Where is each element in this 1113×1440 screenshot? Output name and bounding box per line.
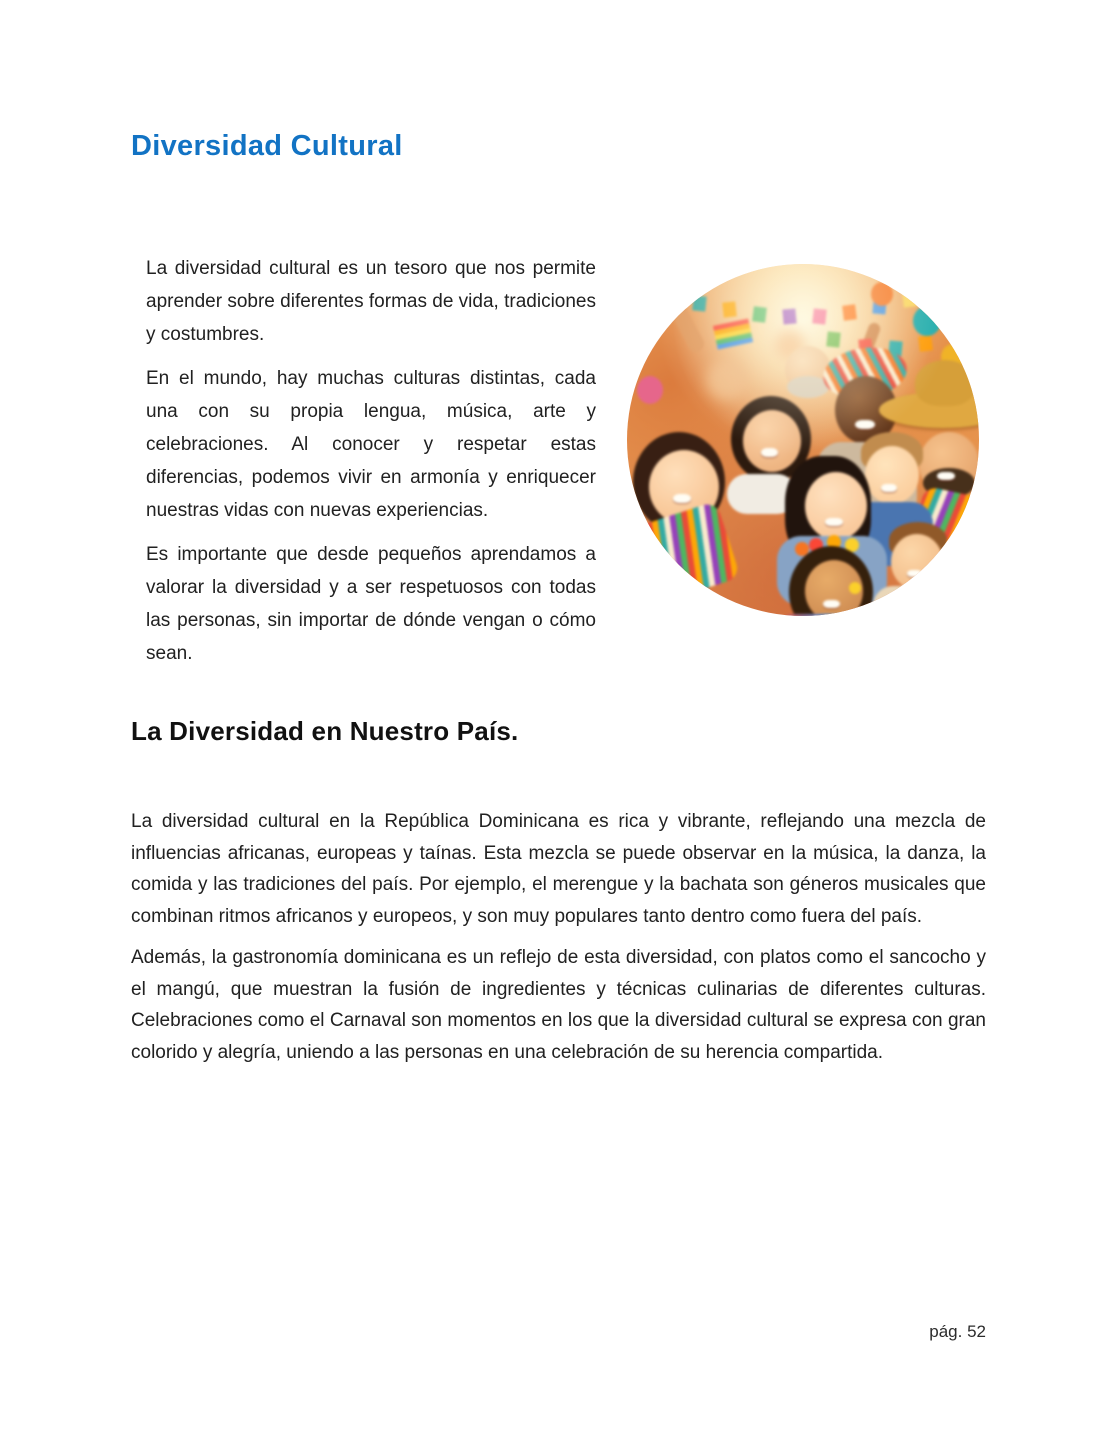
photo-bunting-flag: [918, 335, 933, 351]
photo-bunting-flag: [782, 308, 796, 324]
photo-person-smile: [673, 494, 691, 503]
photo-crowd-blob: [707, 360, 747, 400]
photo-person-dress: [777, 614, 877, 616]
photo-person-smile: [881, 484, 897, 492]
section-heading: La Diversidad en Nuestro País.: [131, 716, 519, 746]
photo-person-face: [865, 446, 919, 504]
photo-person-smile: [855, 420, 875, 429]
photo-bunting-flag: [932, 283, 947, 300]
photo-person-smile: [907, 570, 922, 577]
photo-bunting-flag: [842, 304, 857, 320]
photo-balloon: [637, 376, 663, 404]
photo-person-smile: [823, 600, 840, 608]
celebration-photo: [627, 264, 979, 616]
section-text: [131, 806, 986, 1078]
page-title: Diversidad Cultural: [131, 130, 403, 162]
photo-person-smile: [761, 448, 778, 457]
photo-person-smile: [825, 518, 843, 526]
photo-bunting-flag: [812, 308, 826, 324]
photo-bunting-flag: [722, 301, 736, 317]
photo-person-face: [805, 472, 867, 540]
photo-balloon: [913, 306, 941, 336]
photo-artwork: [627, 264, 979, 616]
intro-text-column: [146, 252, 596, 681]
intro-paragraph-3: Es importante que desde pequeños aprendamos a valorar la diversidad y a ser respetuosos con todas las personas, sin importar de dónde vengan o cómo sean.: [146, 544, 596, 664]
photo-person-face: [891, 534, 943, 590]
section-paragraph-2: Además, la gastronomía dominicana es un reflejo de esta diversidad, con platos como el sancocho y el mangú, que muestran la fusión de ingredientes y técnicas culinarias de diferentes culturas. Celebraciones como el Carnaval son momentos en los que la diversidad cultural se expresa con gran colorido y alegría, uniendo a las personas en una celebración de su herencia compartida.: [131, 947, 986, 1063]
photo-bunting-flag: [662, 287, 677, 304]
section-paragraph-1: La diversidad cultural en la República Dominicana es rica y vibrante, reflejando una mezcla de influencias africanas, europeas y taínas. Esta mezcla se puede observar en la música, la danza, la comida y las tradiciones del país. Por ejemplo, el merengue y la bachata son géneros musicales que combinan ritmos africanos y europeos, y son muy populares tanto dentro como fuera del país.: [131, 811, 986, 927]
photo-cheek-paint: [849, 582, 861, 594]
photo-person-smile: [937, 472, 955, 480]
page-number: pág. 52: [929, 1322, 986, 1341]
photo-bunting-flag: [692, 295, 706, 311]
photo-rainbow-flag: [713, 319, 753, 350]
photo-person-top: [873, 586, 959, 616]
intro-paragraph-2: En el mundo, hay muchas culturas distintas, cada una con su propia lengua, música, arte y celebraciones. Al conocer y respetar estas diferencias, podemos vivir en armonía y enriquecer nuestras vidas con nuevas experiencias.: [146, 368, 596, 521]
photo-straw-hat-crown: [915, 360, 975, 406]
photo-bunting-flag: [752, 306, 767, 322]
photo-bunting-flag: [902, 291, 916, 307]
photo-person-face: [743, 410, 801, 472]
intro-paragraph-1: La diversidad cultural es un tesoro que nos permite aprender sobre diferentes formas de vida, tradiciones y costumbres.: [146, 258, 596, 345]
photo-balloon: [871, 282, 893, 306]
photo-bunting-flag: [826, 331, 840, 347]
